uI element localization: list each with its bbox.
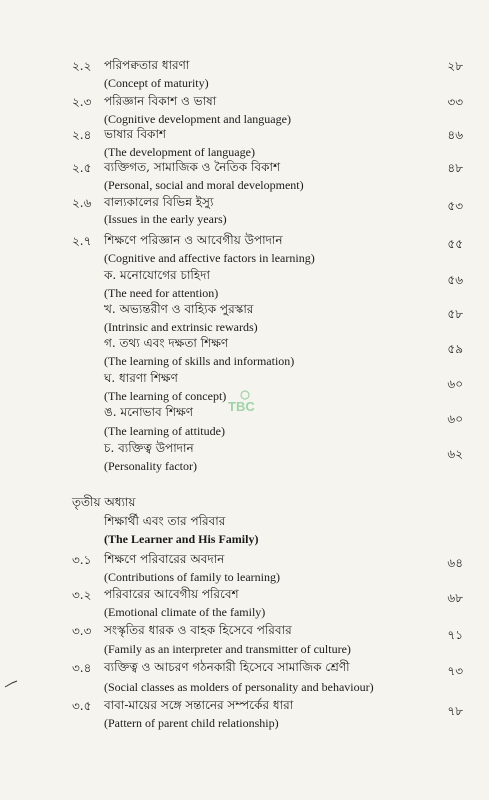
entry-title: ব্যক্তিগত, সামাজিক ও নৈতিক বিকাশ	[104, 160, 281, 174]
entry-title: পরিবারের আবেগীয় পরিবেশ	[104, 587, 239, 601]
pen-mark-icon	[4, 680, 18, 688]
subentry-title: ক. মনোযোগের চাহিদা	[104, 268, 210, 282]
entry-number: ২.৪	[72, 128, 92, 142]
entry-title: সংস্কৃতির ধারক ও বাহক হিসেবে পরিবার	[104, 623, 292, 637]
entry-number: ২.৫	[72, 161, 92, 175]
entry-title: শিক্ষণে পরিজ্ঞান ও আবেগীয় উপাদান	[104, 233, 283, 247]
subentry-english: (The need for attention)	[104, 286, 219, 300]
entry-english: (The development of language)	[104, 145, 255, 159]
entry-number: ৩.১	[72, 553, 92, 567]
entry-number: ২.৭	[72, 234, 92, 248]
subentry-title: চ. ব্যক্তিত্ব উপাদান	[104, 441, 194, 455]
chapter-title-english: (The Learner and His Family)	[104, 532, 259, 546]
subentry-page: ৫৬	[447, 273, 463, 287]
entry-title: পরিপক্বতার ধারণা	[104, 58, 190, 72]
subentry-title: ঘ. ধারণা শিক্ষণ	[104, 371, 178, 385]
subentry-page: ৫৯	[447, 342, 463, 356]
entry-english: (Personal, social and moral development)	[104, 178, 304, 192]
entry-title: ব্যক্তিত্ব ও আচরণ গঠনকারী হিসেবে সামাজিক শ্রেণী	[104, 660, 350, 674]
entry-page: ৫৫	[447, 237, 463, 251]
subentry-english: (Intrinsic and extrinsic rewards)	[104, 320, 258, 334]
chapter-title-bengali: শিক্ষার্থী এবং তার পরিবার	[104, 514, 226, 528]
entry-number: ৩.২	[72, 588, 92, 602]
subentry-english: (The learning of concept)	[104, 389, 227, 403]
watermark-text: TBC	[228, 399, 255, 414]
subentry-title: ঙ. মনোভাব শিক্ষণ	[104, 405, 193, 419]
subentry-english: (The learning of attitude)	[104, 424, 225, 438]
entry-english: (Concept of maturity)	[104, 76, 209, 90]
entry-title: বাল্যকালের বিভিন্ন ইস্যু	[104, 195, 214, 209]
entry-english: (Contributions of family to learning)	[104, 570, 280, 584]
entry-english: (Family as an interpreter and transmitter of culture)	[104, 642, 351, 656]
watermark-logo	[228, 396, 262, 422]
entry-page: ৭১	[447, 628, 463, 642]
entry-english: (Emotional climate of the family)	[104, 605, 266, 619]
entry-english: (Cognitive and affective factors in learning)	[104, 251, 315, 265]
entry-page: ৩৩	[447, 95, 463, 109]
entry-page: ৭৩	[447, 664, 463, 678]
entry-page: ২৮	[447, 59, 463, 73]
entry-number: ৩.৪	[72, 661, 92, 675]
watermark-icon	[238, 388, 252, 402]
subentry-page: ৫৮	[447, 307, 463, 321]
entry-number: ৩.৫	[72, 699, 92, 713]
entry-title: পরিজ্ঞান বিকাশ ও ভাষা	[104, 94, 217, 108]
subentry-page: ৬০	[447, 412, 463, 426]
entry-page: ৪৮	[447, 161, 463, 175]
subentry-title: গ. তথ্য এবং দক্ষতা শিক্ষণ	[104, 336, 229, 350]
entry-title: শিক্ষণে পরিবারের অবদান	[104, 552, 225, 566]
entry-title: বাবা-মায়ের সঙ্গে সন্তানের সম্পর্কের ধারা	[104, 698, 294, 712]
entry-number: ৩.৩	[72, 624, 92, 638]
entry-english: (Social classes as molders of personality and behaviour)	[104, 680, 374, 694]
entry-page: ৬৮	[447, 591, 463, 605]
entry-page: ৪৬	[447, 128, 463, 142]
entry-page: ৭৮	[447, 704, 463, 718]
entry-page: ৬৪	[447, 556, 463, 570]
entry-page: ৫৩	[447, 199, 463, 213]
chapter-label: তৃতীয় অধ্যায়	[72, 495, 136, 509]
subentry-page: ৬২	[447, 447, 463, 461]
entry-title: ভাষার বিকাশ	[104, 127, 167, 141]
subentry-english: (Personality factor)	[104, 459, 197, 473]
entry-english: (Pattern of parent child relationship)	[104, 716, 279, 730]
subentry-page: ৬০	[447, 377, 463, 391]
subentry-english: (The learning of skills and information)	[104, 354, 295, 368]
entry-number: ২.৩	[72, 95, 92, 109]
subentry-title: খ. অভ্যন্তরীণ ও বাহ্যিক পুরস্কার	[104, 302, 254, 316]
entry-english: (Cognitive development and language)	[104, 112, 291, 126]
entry-number: ২.২	[72, 59, 92, 73]
entry-number: ২.৬	[72, 196, 92, 210]
entry-english: (Issues in the early years)	[104, 212, 227, 226]
